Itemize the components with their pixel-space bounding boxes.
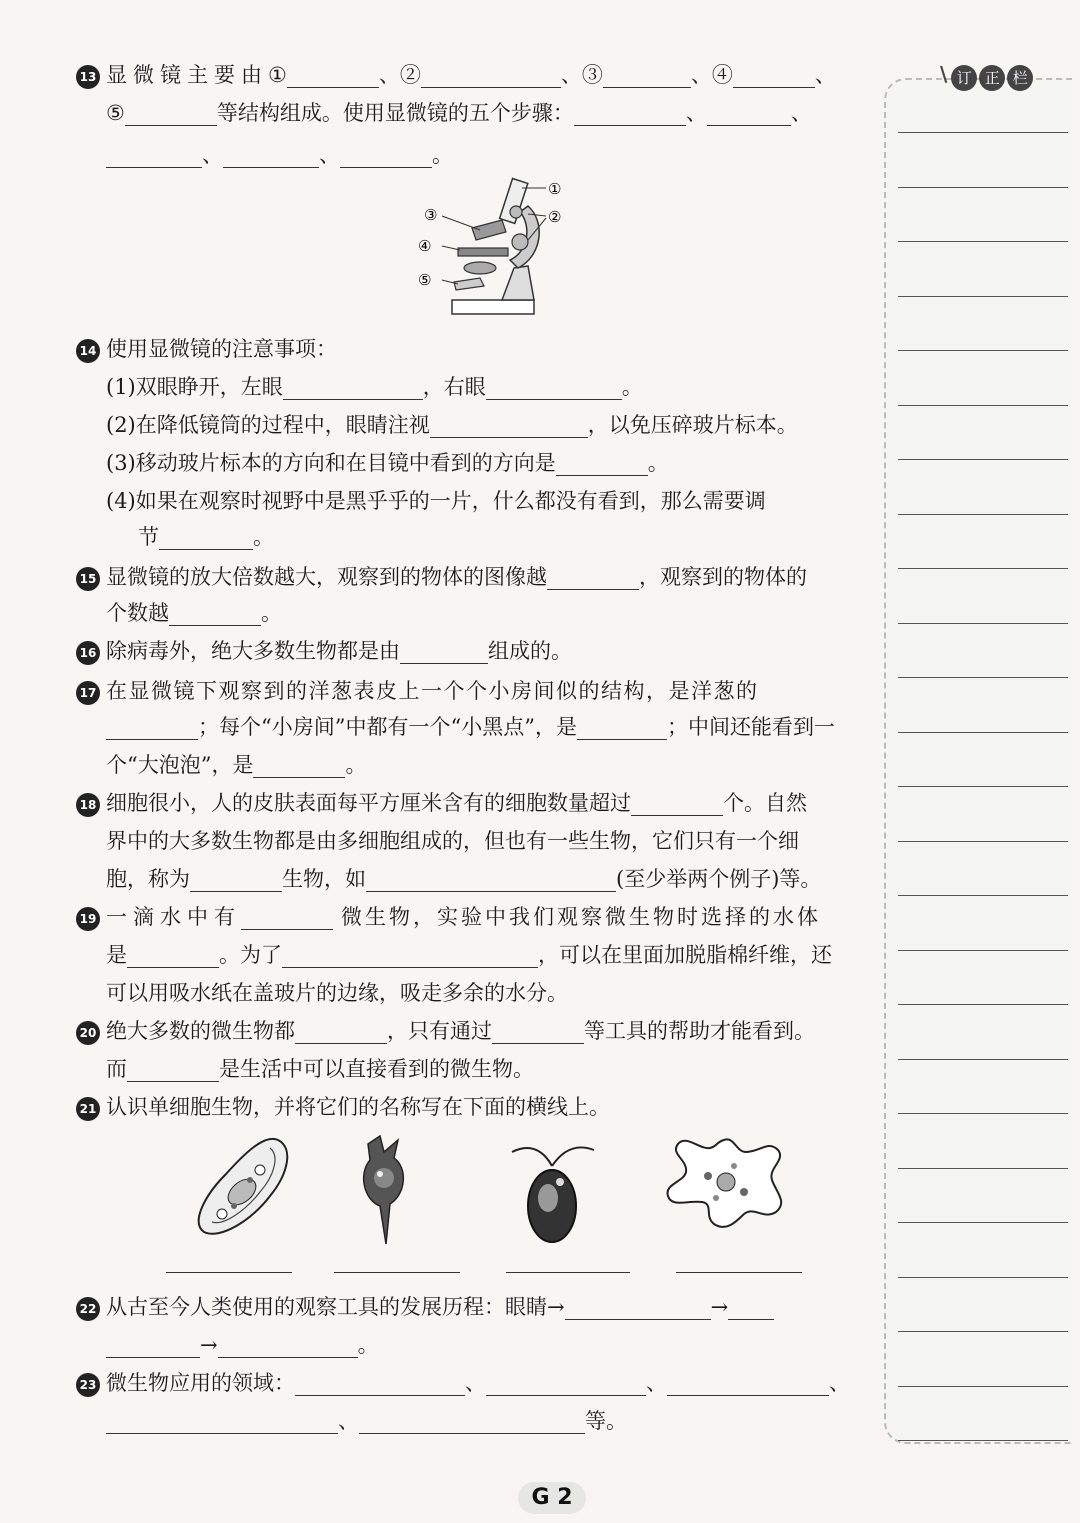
- q13-number: 13: [76, 65, 100, 89]
- q18-line-3: 胞，称为 生物，如 (至少举两个例子)等。: [106, 867, 822, 891]
- q19-line-2: 是 。为了 ，可以在里面加脱脂棉纤维，还: [106, 943, 832, 967]
- correction-line[interactable]: [898, 1440, 1068, 1441]
- q23-number: 23: [76, 1373, 100, 1397]
- correction-line[interactable]: [898, 841, 1068, 842]
- q13-blank-2[interactable]: [421, 63, 561, 88]
- q20-number: 20: [76, 1021, 100, 1045]
- q17-line-1: 17 在显微镜下观察到的洋葱表皮上一个个小房间似的结构，是洋葱的: [76, 676, 759, 706]
- q22-blank-3[interactable]: [218, 1333, 358, 1358]
- q14-item-3: (3)移动玻片标本的方向和在目镜中看到的方向是 。: [106, 451, 669, 475]
- correction-line[interactable]: [898, 1113, 1068, 1114]
- label-5: ⑤: [418, 271, 432, 289]
- chlamydomonas-image: [502, 1136, 602, 1248]
- label-4: ④: [418, 237, 432, 255]
- correction-sidebar: [884, 78, 1072, 1444]
- correction-line[interactable]: [898, 296, 1068, 297]
- q23-blank-2[interactable]: [486, 1371, 646, 1396]
- q17-number: 17: [76, 681, 100, 705]
- microscope-stage: [458, 248, 508, 256]
- q13-line-1: 13 显微镜主要由① 、② 、③ 、④ 、: [76, 60, 836, 90]
- q23-line-1: 23 微生物应用的领域： 、 、 、: [76, 1368, 850, 1398]
- q14-blank-5[interactable]: [159, 525, 253, 550]
- q13-step-blank-3[interactable]: [106, 143, 202, 168]
- q13-blank-4[interactable]: [733, 63, 815, 88]
- q19-line-3: 可以用吸水纸在盖玻片的边缘，吸走多余的水分。: [106, 981, 568, 1005]
- ceratium-image: [350, 1134, 420, 1246]
- q18-line-1: 18 细胞很小，人的皮肤表面每平方厘米含有的细胞数量超过 个。自然: [76, 788, 807, 818]
- microscope-figure: [410, 172, 580, 320]
- q20-line-2: 而 是生活中可以直接看到的微生物。: [106, 1057, 534, 1081]
- q23-blank-4[interactable]: [106, 1409, 338, 1434]
- q13-line-3: 、 、 。: [106, 140, 453, 170]
- q17-line-2: ；每个“小房间”中都有一个“小黑点”，是 ；中间还能看到一: [106, 712, 835, 742]
- q14-blank-2[interactable]: [486, 375, 622, 400]
- q14-blank-3[interactable]: [430, 413, 588, 438]
- q21-line: 21 认识单细胞生物，并将它们的名称写在下面的横线上。: [76, 1092, 610, 1122]
- q13-step-blank-4[interactable]: [223, 143, 319, 168]
- label-2: ②: [548, 208, 562, 226]
- correction-line[interactable]: [898, 623, 1068, 624]
- q22-line-1: 22 从古至今人类使用的观察工具的发展历程：眼睛→ →: [76, 1292, 774, 1322]
- q17-blank-2[interactable]: [577, 715, 667, 740]
- q23-blank-3[interactable]: [667, 1371, 829, 1396]
- correction-line[interactable]: [898, 132, 1068, 133]
- q22-line-2: → 。: [106, 1330, 379, 1360]
- q19-blank-2[interactable]: [127, 943, 219, 968]
- q23-blank-5[interactable]: [359, 1409, 585, 1434]
- microscope-pillar: [502, 266, 534, 300]
- q19-line-1: 19 一滴水中有 微生物，实验中我们观察微生物时选择的水体: [76, 902, 821, 932]
- correction-line[interactable]: [898, 514, 1068, 515]
- amoeba-image: [664, 1132, 788, 1234]
- correction-line[interactable]: [898, 187, 1068, 188]
- reflector-mirror: [454, 278, 484, 290]
- q18-blank-1[interactable]: [631, 791, 723, 816]
- correction-line[interactable]: [898, 732, 1068, 733]
- q14-blank-4[interactable]: [556, 451, 648, 476]
- correction-line[interactable]: [898, 950, 1068, 951]
- q16-blank[interactable]: [400, 639, 488, 664]
- q13-step-blank-5[interactable]: [340, 143, 432, 168]
- q13-step-blank-2[interactable]: [707, 101, 791, 126]
- correction-line[interactable]: [898, 1168, 1068, 1169]
- q18-blank-3[interactable]: [366, 867, 616, 892]
- correction-line[interactable]: [898, 405, 1068, 406]
- correction-line[interactable]: [898, 459, 1068, 460]
- correction-line[interactable]: [898, 1331, 1068, 1332]
- q19-blank-1[interactable]: [241, 905, 333, 930]
- q20-blank-2[interactable]: [492, 1019, 584, 1044]
- correction-line[interactable]: [898, 1004, 1068, 1005]
- q21-blank-2[interactable]: [334, 1248, 460, 1273]
- q17-line-3: 个“大泡泡”，是 。: [106, 753, 367, 777]
- q15-blank-1[interactable]: [547, 565, 639, 590]
- q14-item-2: (2)在降低镜筒的过程中，眼睛注视 ，以免压碎玻片标本。: [106, 413, 798, 437]
- q14-item-1: (1)双眼睁开，左眼 ，右眼 。: [106, 375, 643, 399]
- q21-number: 21: [76, 1097, 100, 1121]
- page-number: G 2: [518, 1482, 586, 1514]
- q22-number: 22: [76, 1297, 100, 1321]
- correction-sidebar-title: \ 订 正 栏: [940, 62, 1035, 94]
- q22-blank-2-end[interactable]: [106, 1333, 200, 1358]
- correction-line[interactable]: [898, 677, 1068, 678]
- q23-line-2: 、 等。: [106, 1406, 627, 1436]
- q14-blank-1[interactable]: [283, 375, 423, 400]
- q20-blank-3[interactable]: [127, 1057, 219, 1082]
- correction-line[interactable]: [898, 1059, 1068, 1060]
- q14-item-4: (4)如果在观察时视野中是黑乎乎的一片，什么都没有看到，那么需要调: [106, 489, 766, 513]
- q15-blank-2[interactable]: [169, 601, 261, 626]
- correction-line[interactable]: [898, 1277, 1068, 1278]
- q18-blank-2[interactable]: [190, 867, 282, 892]
- q18-line-2: 界中的大多数生物都是由多细胞组成的，但也有一些生物，它们只有一个细: [106, 829, 799, 853]
- q20-line-1: 20 绝大多数的微生物都 ，只有通过 等工具的帮助才能看到。: [76, 1016, 815, 1046]
- correction-line[interactable]: [898, 241, 1068, 242]
- q15-line-2: 个数越 。: [106, 601, 282, 625]
- correction-line[interactable]: [898, 1386, 1068, 1387]
- q22-blank-2-start[interactable]: [728, 1295, 774, 1320]
- label-3: ③: [424, 206, 438, 224]
- paramecium-image: [190, 1134, 300, 1244]
- q21-blank-3[interactable]: [506, 1248, 630, 1273]
- q20-blank-1[interactable]: [295, 1019, 387, 1044]
- q13-line-2: ⑤ 等结构组成。使用显微镜的五个步骤： 、 、: [106, 101, 812, 125]
- objective-nosepiece: [472, 220, 506, 240]
- correction-line[interactable]: [898, 1222, 1068, 1223]
- correction-line[interactable]: [898, 786, 1068, 787]
- q13-blank-1[interactable]: [287, 63, 379, 88]
- label-1: ①: [548, 180, 562, 198]
- q17-blank-3[interactable]: [253, 753, 345, 778]
- q14-title: 14 使用显微镜的注意事项：: [76, 334, 337, 364]
- q15-number: 15: [76, 567, 100, 591]
- q14-number: 14: [76, 339, 100, 363]
- correction-line[interactable]: [898, 350, 1068, 351]
- q21-blank-1[interactable]: [166, 1248, 292, 1273]
- correction-line[interactable]: [898, 568, 1068, 569]
- diaphragm: [464, 262, 496, 274]
- q19-blank-3[interactable]: [282, 943, 538, 968]
- q13-blank-5[interactable]: [125, 101, 217, 126]
- q16-number: 16: [76, 641, 100, 665]
- q21-blank-4[interactable]: [676, 1248, 802, 1273]
- q22-blank-1[interactable]: [565, 1295, 711, 1320]
- q16-line: 16 除病毒外，绝大多数生物都是由 组成的。: [76, 636, 572, 666]
- q13-blank-3[interactable]: [603, 63, 691, 88]
- correction-line[interactable]: [898, 895, 1068, 896]
- q14-item-4-cont: 节 。: [138, 525, 274, 549]
- q15-line-1: 15 显微镜的放大倍数越大，观察到的物体的图像越 ，观察到的物体的: [76, 562, 807, 592]
- q18-number: 18: [76, 793, 100, 817]
- coarse-knob: [510, 206, 522, 218]
- q17-blank-1[interactable]: [106, 715, 198, 740]
- q19-number: 19: [76, 907, 100, 931]
- q23-blank-1[interactable]: [295, 1371, 465, 1396]
- microscope-base: [452, 300, 534, 314]
- fine-knob: [512, 234, 528, 250]
- q13-step-blank-1[interactable]: [574, 101, 686, 126]
